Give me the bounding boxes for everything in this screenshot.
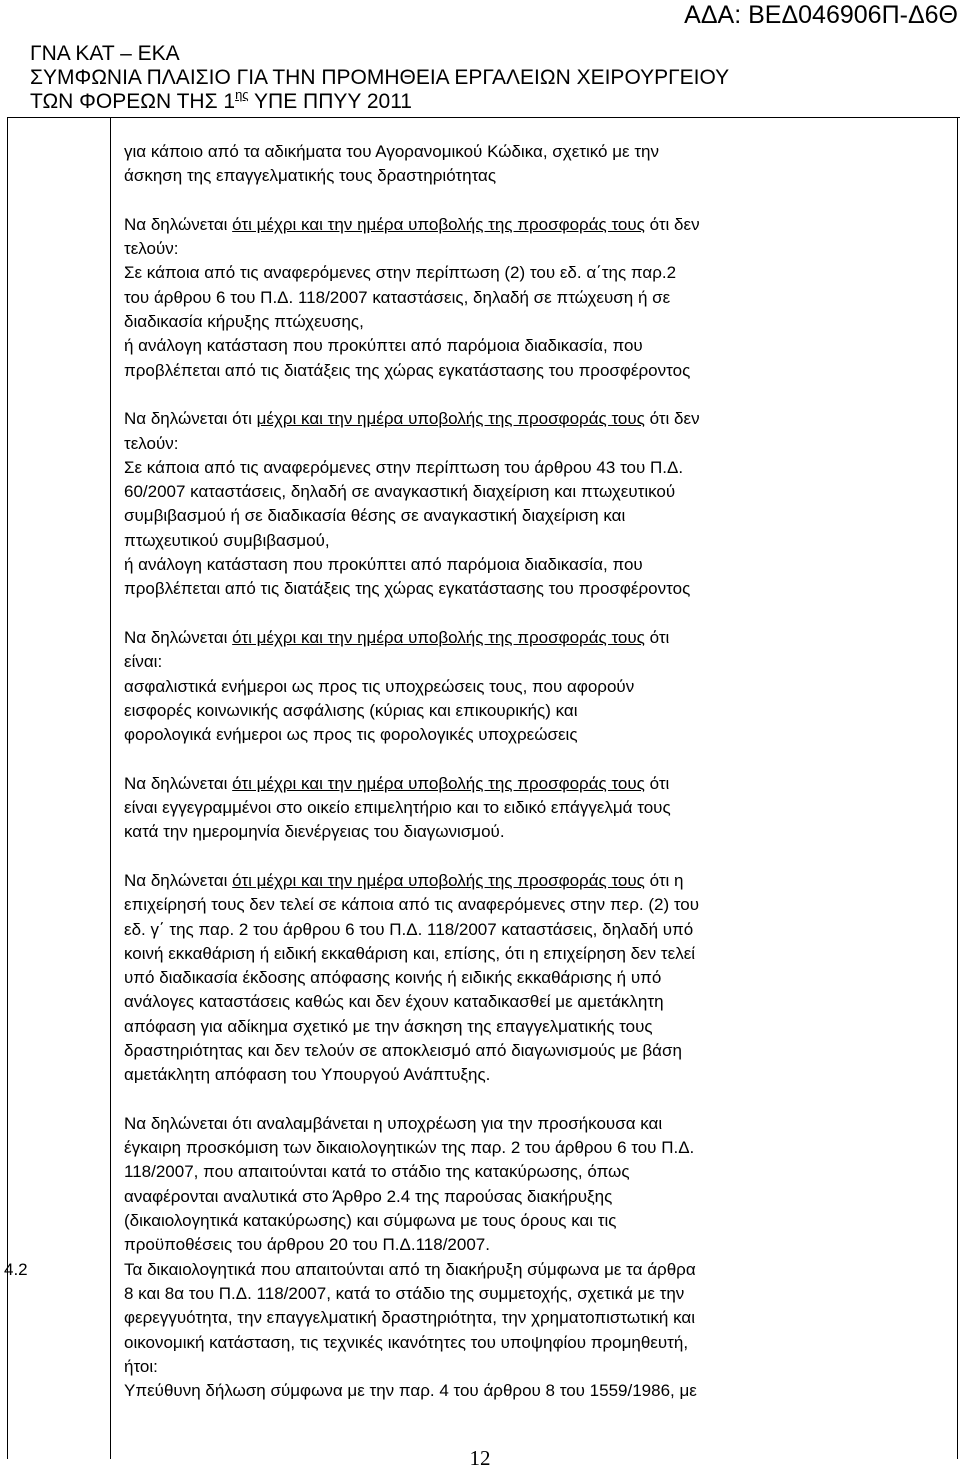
header-line-3: ΤΩΝ ΦΟΡΕΩΝ ΤΗΣ $1^{\eta\varsigma}$ ΥΠΕ ΠΠΥΥ 2011 xyxy=(30,87,412,113)
table-top-border xyxy=(7,117,960,118)
paragraph-insurance-tax: Να δηλώνεται ότι μέχρι και την ημέρα υποβολής της προσφοράς τους ότι είναι: ασφαλιστικά ενήμεροι ως προς τις υποχρεώσεις τους, που αφορούν εισφορές κοινωνικής ασφάλισης (κύριας και επικουρικής) και φορολογικά ενήμεροι ως προς τις φορολογικές υποχρεώσεις xyxy=(124,627,670,745)
header-line-1: ΓΝΑ ΚΑΤ – ΕΚΑ xyxy=(30,42,180,65)
paragraph-bankruptcy: Να δηλώνεται ότι μέχρι και την ημέρα υποβολής της προσφοράς τους ότι δεν τελούν: Σε κάποια από τις αναφερόμενες στην περίπτωση (2) του εδ. α΄της παρ.2 του άρθρου 6 του Π.Δ. 118/2007 καταστάσεις, δηλαδή σε πτώχευση ή σε διαδικασία κήρυξης πτώχευσης, ή ανάλογη κατάσταση που προκύπτει από παρόμοια διαδικασία, που προβλέπεται από τις διατάξεις της χώρας εγκατάστασης του προσφέροντος xyxy=(124,214,700,380)
paragraph-commercial-code: για κάποιο από τα αδικήματα του Αγορανομικού Κώδικα, σχετικό με την άσκηση της επαγγελματικής τους δραστηριότητας xyxy=(124,142,660,186)
section-number: 4.2 xyxy=(4,1259,28,1279)
header-line-2: ΣΥΜΦΩΝΙΑ ΠΛΑΙΣΙΟ ΓΙΑ ΤΗΝ ΠΡΟΜΗΘΕΙΑ ΕΡΓΑΛΕΙΩΝ ΧΕΙΡΟΥΡΓΕΙΟΥ xyxy=(30,66,730,89)
paragraph-receivership: Να δηλώνεται ότι μέχρι και την ημέρα υποβολής της προσφοράς τους ότι δεν τελούν: Σε κάποια από τις αναφερόμενες στην περίπτωση του άρθρου 43 του Π.Δ. 60/2007 καταστάσεις, δηλαδή σε αναγκαστική διαχείριση και πτωχευτικού συμβιβασμού ή σε διαδικασία θέσης σε αναγκαστική διαχείριση και πτωχευτικού συμβιβασμού, ή ανάλογη κατάσταση που προκύπτει από παρόμοια διαδικασία, που προβλέπεται από τις διατάξεις της χώρας εγκατάστασης του προσφέροντος xyxy=(124,409,700,599)
paragraph-undertaking: Να δηλώνεται ότι αναλαμβάνεται η υποχρέωση για την προσήκουσα και έγκαιρη προσκόμιση των δικαιολογητικών της παρ. 2 του άρθρου 6 του Π.Δ. 118/2007, που απαιτούνται κατά το στάδιο της κατακύρωσης, όπως αναφέρονται αναλυτικά στο Άρθρο 2.4 της παρούσας διακήρυξης (δικαιολογητικά κατακύρωσης) και σύμφωνα με τους όρους και τις προϋποθέσεις του άρθρου 20 του Π.Δ.118/2007. xyxy=(124,1113,695,1255)
section-4-2-row: 4.2 Τα δικαιολογητικά που απαιτούνται από τη διακήρυξη σύμφωνα με τα άρθρα 8 και 8α του Π.Δ. 118/2007, κατά το στάδιο της συμμετοχής, σχετικά με την φερεγγυότητα, την επαγγελματική δραστηριότητα, την χρηματοπιστωτική και οικονομική κατάσταση, τις τεχνικές ικανότητες του υποψηφίου προμηθευτή, ήτοι: Υπεύθυνη δήλωση σύμφωνα με την παρ. 4 του άρθρου 8 του 1559/1986, με xyxy=(4,1259,697,1401)
document-header xyxy=(30,42,729,114)
paragraph-chamber-registration: Να δηλώνεται ότι μέχρι και την ημέρα υποβολής της προσφοράς τους ότι είναι εγγεγραμμένοι στο οικείο επιμελητήριο και το ειδικό επάγγελμά τους κατά την ημερομηνία διενέργειας του διαγωνισμού. xyxy=(124,773,671,842)
header-ordinal-suffix: ης xyxy=(235,87,249,102)
page-number: 12 xyxy=(469,1446,491,1470)
table-content xyxy=(4,140,960,1403)
ada-code: ΑΔΑ: ΒΕΔ046906Π-Δ6Θ xyxy=(684,1,958,29)
table-column-divider xyxy=(110,117,111,1459)
paragraph-liquidation: Να δηλώνεται ότι μέχρι και την ημέρα υποβολής της προσφοράς τους ότι η επιχείρησή τους δεν τελεί σε κάποια από τις αναφερόμενες στην περ. (2) του εδ. γ΄ της παρ. 2 του άρθρου 6 του Π.Δ. 118/2007 καταστάσεις, δηλαδή υπό κοινή εκκαθάριση ή ειδική εκκαθάριση και, επίσης, ότι η επιχείρηση δεν τελεί υπό διαδικασία έκδοσης απόφασης κοινής ή ειδικής εκκαθάρισης ή υπό ανάλογες καταστάσεις καθώς και δεν έχουν καταδικασθεί με αμετάκλητη απόφαση για αδίκημα σχετικό με την άσκηση της επαγγελματικής τους δραστηριότητας και δεν τελούν σε αποκλεισμό από διαγωνισμούς με βάση αμετάκλητη απόφαση του Υπουργού Ανάπτυξης. xyxy=(124,870,700,1085)
